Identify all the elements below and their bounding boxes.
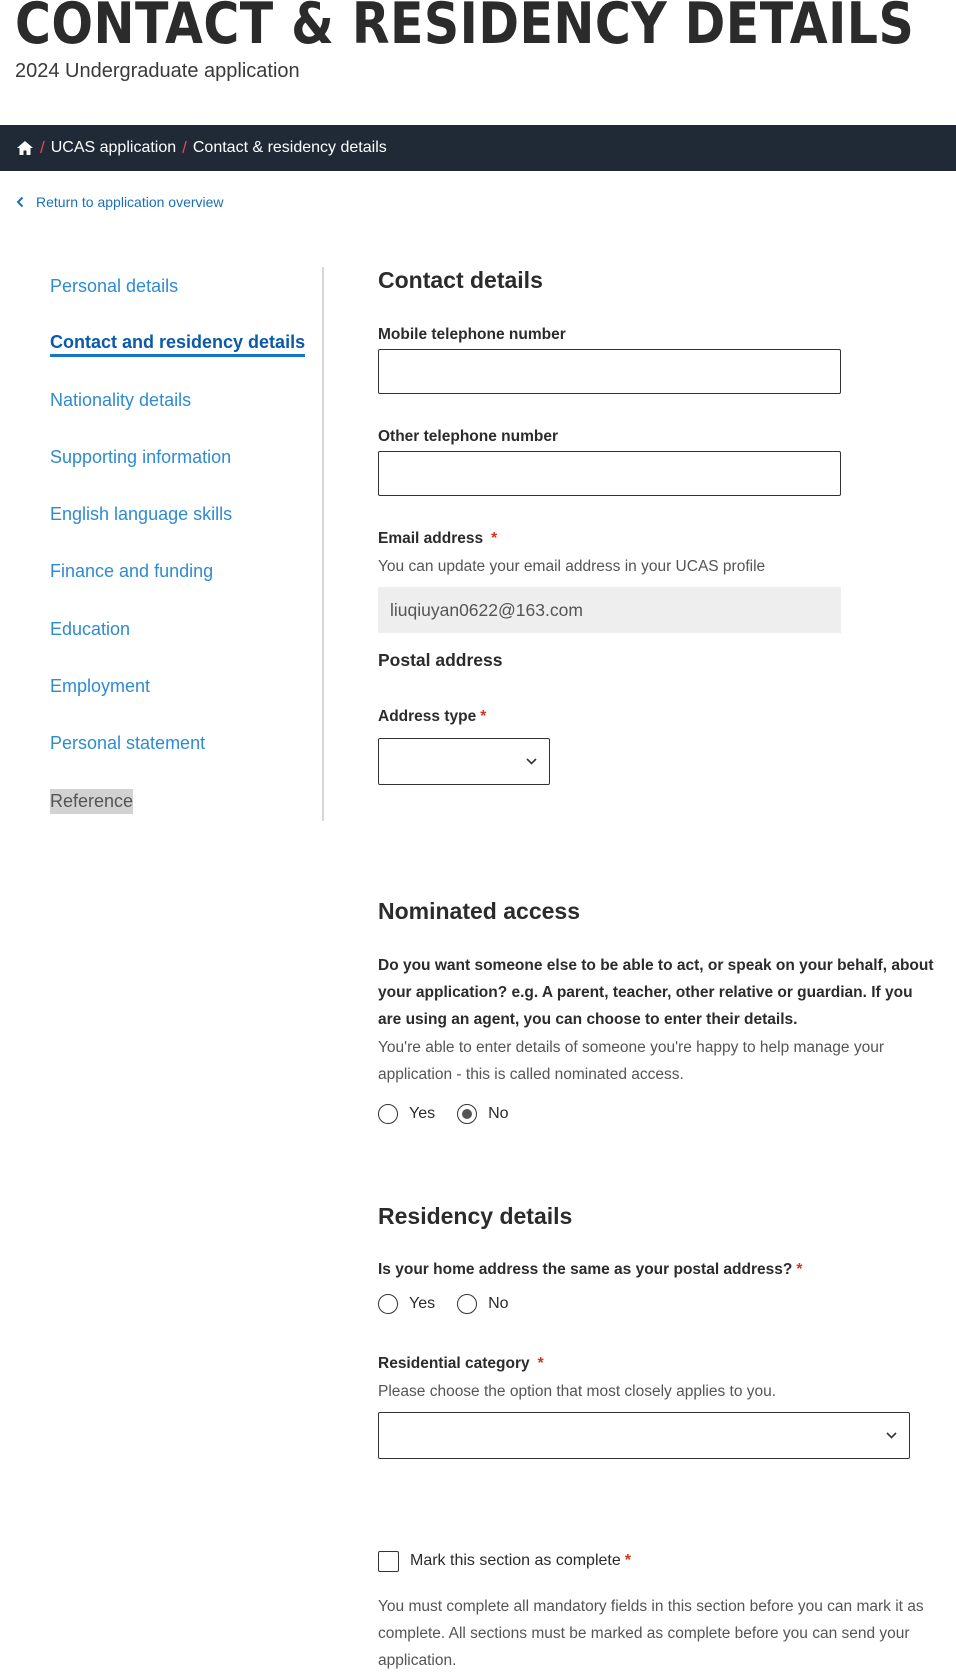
- residential-category-select[interactable]: [378, 1412, 910, 1459]
- required-marker: *: [480, 708, 487, 725]
- required-marker: *: [491, 530, 498, 547]
- page-subtitle: 2024 Undergraduate application: [15, 60, 300, 82]
- sidebar-item-personal-statement[interactable]: Personal statement: [50, 733, 206, 753]
- section-sidebar: [50, 267, 324, 821]
- residency-details-heading: Residency details: [378, 1203, 573, 1229]
- home-same-no-label: No: [488, 1295, 509, 1312]
- sidebar-item-nationality[interactable]: Nationality details: [50, 390, 192, 410]
- chevron-down-icon: [526, 758, 537, 765]
- breadcrumb-current: Contact & residency details: [192, 139, 387, 156]
- home-same-yes-radio[interactable]: [378, 1294, 398, 1314]
- nominated-access-description: You're able to enter details of someone you're happy to help manage your application - this is called nominated access.: [378, 1039, 884, 1083]
- sidebar-item-contact-residency[interactable]: Contact and residency details: [50, 332, 305, 357]
- sidebar-item-education[interactable]: Education: [50, 619, 131, 639]
- postal-address-heading: Postal address: [378, 650, 503, 670]
- chevron-down-icon: [886, 1432, 897, 1439]
- return-link-label: Return to application overview: [36, 194, 224, 210]
- required-marker: *: [796, 1261, 803, 1278]
- nominated-yes-label: Yes: [409, 1105, 436, 1122]
- page-title: CONTACT & RESIDENCY DETAILS: [15, 0, 915, 57]
- email-hint: You can update your email address in your UCAS profile: [378, 558, 766, 575]
- email-value: liuqiuyan0622@163.com: [390, 599, 583, 620]
- breadcrumb-ucas-application[interactable]: UCAS application: [50, 139, 177, 156]
- sidebar-item-english-language[interactable]: English language skills: [50, 504, 233, 524]
- address-type-select[interactable]: [378, 738, 550, 785]
- mark-complete-checkbox[interactable]: [378, 1551, 399, 1572]
- return-to-overview-link[interactable]: [16, 194, 224, 210]
- nominated-no-radio[interactable]: [457, 1104, 477, 1124]
- sidebar-item-employment[interactable]: Employment: [50, 676, 151, 696]
- email-label-text: Email address: [378, 530, 484, 547]
- mobile-phone-input[interactable]: [378, 349, 841, 394]
- mark-complete-label: [410, 1552, 631, 1570]
- sidebar-item-supporting-information[interactable]: Supporting information: [50, 447, 232, 467]
- sidebar-item-personal-details[interactable]: Personal details: [50, 276, 179, 296]
- other-phone-input[interactable]: [378, 451, 841, 496]
- nominated-access-heading: Nominated access: [378, 898, 580, 924]
- required-marker: *: [624, 1552, 631, 1569]
- breadcrumb-separator: /: [182, 138, 187, 157]
- home-same-as-postal-label: [378, 1261, 802, 1279]
- mobile-label: Mobile telephone number: [378, 326, 566, 343]
- home-same-no-radio[interactable]: [457, 1294, 477, 1314]
- nominated-no-label: No: [488, 1105, 509, 1122]
- breadcrumb: [0, 125, 956, 171]
- nominated-yes-radio[interactable]: [378, 1104, 398, 1124]
- breadcrumb-separator: /: [40, 138, 45, 157]
- sidebar-item-finance-funding[interactable]: Finance and funding: [50, 561, 214, 581]
- contact-details-heading: Contact details: [378, 267, 543, 293]
- mark-complete-label-text: Mark this section as complete: [410, 1552, 621, 1569]
- residential-category-label: [378, 1355, 544, 1373]
- address-type-label-text: Address type: [378, 708, 477, 725]
- email-label: [378, 530, 497, 548]
- sidebar-item-reference[interactable]: Reference: [50, 789, 133, 814]
- residential-category-label-text: Residential category: [378, 1355, 530, 1372]
- home-address-radio-group: [378, 1294, 531, 1314]
- other-phone-label: Other telephone number: [378, 428, 558, 445]
- chevron-left-icon: [16, 196, 24, 208]
- nominated-access-question: Do you want someone else to be able to act, or speak on your behalf, about your application? e.g. A parent, teacher, other relative or guardian. If you are using an agent, you can choose to enter their details.: [378, 957, 934, 1028]
- address-type-label: [378, 708, 486, 726]
- home-same-label-text: Is your home address the same as your postal address?: [378, 1261, 793, 1278]
- mark-complete-note: You must complete all mandatory fields in this section before you can mark it as complete. All sections must be marked as complete before you can send your application.: [378, 1598, 924, 1669]
- residential-category-hint: Please choose the option that most closely applies to you.: [378, 1383, 777, 1400]
- email-readonly-field: [378, 587, 841, 633]
- home-same-yes-label: Yes: [409, 1295, 436, 1312]
- home-icon[interactable]: [16, 140, 34, 156]
- required-marker: *: [537, 1355, 544, 1372]
- nominated-access-radio-group: [378, 1104, 531, 1124]
